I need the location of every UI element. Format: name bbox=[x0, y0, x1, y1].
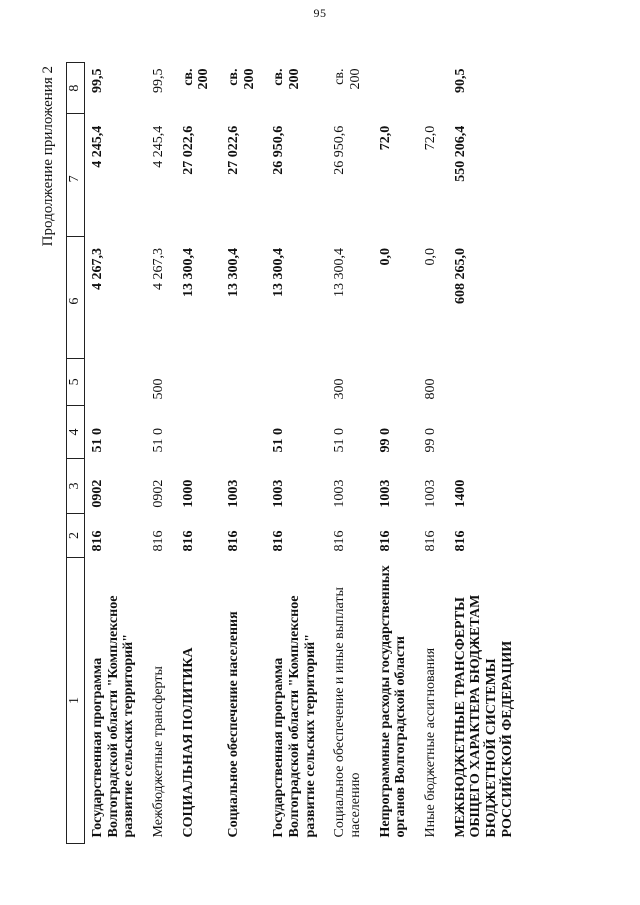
ministry-code-cell: 816 bbox=[377, 530, 393, 551]
actual-amount-cell: 26 950,6 bbox=[271, 125, 287, 175]
table-body bbox=[85, 62, 525, 843]
row-name-cell: Непрограммные расходы государственных органов Волгоградской области bbox=[377, 564, 409, 837]
budget-table bbox=[66, 62, 524, 844]
program-code-cell bbox=[448, 405, 525, 458]
ministry-code-cell: 816 bbox=[226, 530, 242, 551]
ministry-code-cell: 816 bbox=[90, 530, 105, 551]
actual-amount-cell: 4 245,4 bbox=[151, 125, 167, 168]
row-name-cell: СОЦИАЛЬНАЯ ПОЛИТИКА bbox=[180, 646, 196, 837]
column-header: 8 bbox=[67, 62, 85, 113]
actual-amount-cell: 4 245,4 bbox=[90, 125, 105, 168]
section-code-cell: 1003 bbox=[271, 479, 287, 508]
row-name-cell: Государственная программа Волгоградской области "Комплексное развитие сельских территорий" bbox=[90, 595, 137, 837]
execution-percent-cell: св. 200 bbox=[226, 68, 257, 89]
row-name-cell: Государственная программа Волгоградской области "Комплексное развитие сельских территорий" bbox=[271, 595, 318, 837]
table-row bbox=[221, 62, 266, 843]
actual-amount-cell: 72,0 bbox=[377, 125, 393, 150]
expense-type-cell bbox=[373, 358, 418, 405]
section-code-cell: 1000 bbox=[180, 479, 196, 508]
program-code-cell bbox=[221, 405, 266, 458]
section-code-cell: 1003 bbox=[423, 479, 439, 508]
column-header: 1 bbox=[67, 557, 85, 843]
column-header: 5 bbox=[67, 358, 85, 405]
planned-amount-cell: 13 300,4 bbox=[180, 247, 196, 297]
expense-type-cell bbox=[448, 358, 525, 405]
section-code-cell: 1003 bbox=[226, 479, 242, 508]
execution-percent-cell: 90,5 bbox=[452, 68, 468, 93]
execution-percent-cell: св. 200 bbox=[180, 68, 212, 89]
program-code-cell: 51 0 bbox=[332, 427, 348, 452]
row-name-cell: Межбюджетные трансферты bbox=[151, 665, 167, 837]
column-header: 3 bbox=[67, 458, 85, 513]
expense-type-cell bbox=[85, 358, 147, 405]
planned-amount-cell: 4 267,3 bbox=[151, 247, 167, 290]
section-code-cell: 1003 bbox=[377, 479, 393, 508]
page-number: 95 bbox=[313, 6, 327, 20]
planned-amount-cell: 13 300,4 bbox=[226, 247, 242, 297]
table-row bbox=[373, 62, 418, 843]
actual-amount-cell: 550 206,4 bbox=[452, 125, 468, 182]
actual-amount-cell: 26 950,6 bbox=[332, 125, 348, 175]
expense-type-cell: 300 bbox=[332, 378, 348, 400]
program-code-cell: 51 0 bbox=[90, 427, 105, 452]
table-row bbox=[418, 62, 448, 843]
ministry-code-cell: 816 bbox=[332, 530, 348, 551]
section-code-cell: 1400 bbox=[452, 479, 468, 508]
ministry-code-cell: 816 bbox=[271, 530, 287, 551]
row-name-cell: Иные бюджетные ассигнования bbox=[423, 647, 439, 837]
table-row bbox=[176, 62, 221, 843]
planned-amount-cell: 13 300,4 bbox=[332, 247, 348, 297]
table-row bbox=[448, 62, 525, 843]
planned-amount-cell: 13 300,4 bbox=[271, 247, 287, 297]
column-header: 4 bbox=[67, 405, 85, 458]
table-row bbox=[266, 62, 327, 843]
expense-type-cell bbox=[176, 358, 221, 405]
planned-amount-cell: 4 267,3 bbox=[90, 247, 105, 290]
execution-percent-cell bbox=[418, 62, 448, 113]
expense-type-cell bbox=[266, 358, 327, 405]
ministry-code-cell: 816 bbox=[151, 530, 167, 551]
column-header: 6 bbox=[67, 236, 85, 358]
program-code-cell: 99 0 bbox=[377, 427, 393, 452]
column-header: 7 bbox=[67, 113, 85, 235]
table-header-row bbox=[67, 62, 85, 843]
actual-amount-cell: 72,0 bbox=[423, 125, 439, 150]
section-code-cell: 1003 bbox=[332, 479, 348, 508]
ministry-code-cell: 816 bbox=[423, 530, 439, 551]
actual-amount-cell: 27 022,6 bbox=[226, 125, 242, 175]
execution-percent-cell: св. 200 bbox=[332, 68, 364, 89]
rotated-page-content bbox=[40, 58, 600, 848]
execution-percent-cell bbox=[373, 62, 418, 113]
execution-percent-cell: 99,5 bbox=[151, 68, 167, 93]
section-code-cell: 0902 bbox=[90, 479, 105, 508]
expense-type-cell: 800 bbox=[423, 378, 439, 400]
table-row bbox=[146, 62, 176, 843]
execution-percent-cell: 99,5 bbox=[90, 68, 105, 93]
table-row bbox=[85, 62, 147, 843]
ministry-code-cell: 816 bbox=[180, 530, 196, 551]
row-name-cell: Социальное обеспечение населения bbox=[226, 610, 242, 837]
row-name-cell: Социальное обеспечение и иные выплаты населению bbox=[332, 586, 364, 837]
execution-percent-cell: св. 200 bbox=[271, 68, 303, 89]
program-code-cell: 51 0 bbox=[151, 427, 167, 452]
expense-type-cell: 500 bbox=[151, 378, 167, 400]
planned-amount-cell: 0,0 bbox=[377, 247, 393, 266]
appendix-note: Продолжение приложения 2 bbox=[40, 65, 56, 246]
expense-type-cell bbox=[221, 358, 266, 405]
planned-amount-cell: 608 265,0 bbox=[452, 247, 468, 304]
ministry-code-cell: 816 bbox=[452, 530, 468, 551]
program-code-cell: 51 0 bbox=[271, 427, 287, 452]
program-code-cell: 99 0 bbox=[423, 427, 439, 452]
actual-amount-cell: 27 022,6 bbox=[180, 125, 196, 175]
program-code-cell bbox=[176, 405, 221, 458]
planned-amount-cell: 0,0 bbox=[423, 247, 439, 266]
column-header: 2 bbox=[67, 513, 85, 557]
section-code-cell: 0902 bbox=[151, 479, 167, 508]
row-name-cell: МЕЖБЮДЖЕТНЫЕ ТРАНСФЕРТЫ ОБЩЕГО ХАРАКТЕРА БЮДЖЕТАМ БЮДЖЕТНОЙ СИСТЕМЫ РОССИЙСКОЙ ФЕДЕРАЦИИ bbox=[452, 594, 515, 837]
table-row bbox=[327, 62, 372, 843]
